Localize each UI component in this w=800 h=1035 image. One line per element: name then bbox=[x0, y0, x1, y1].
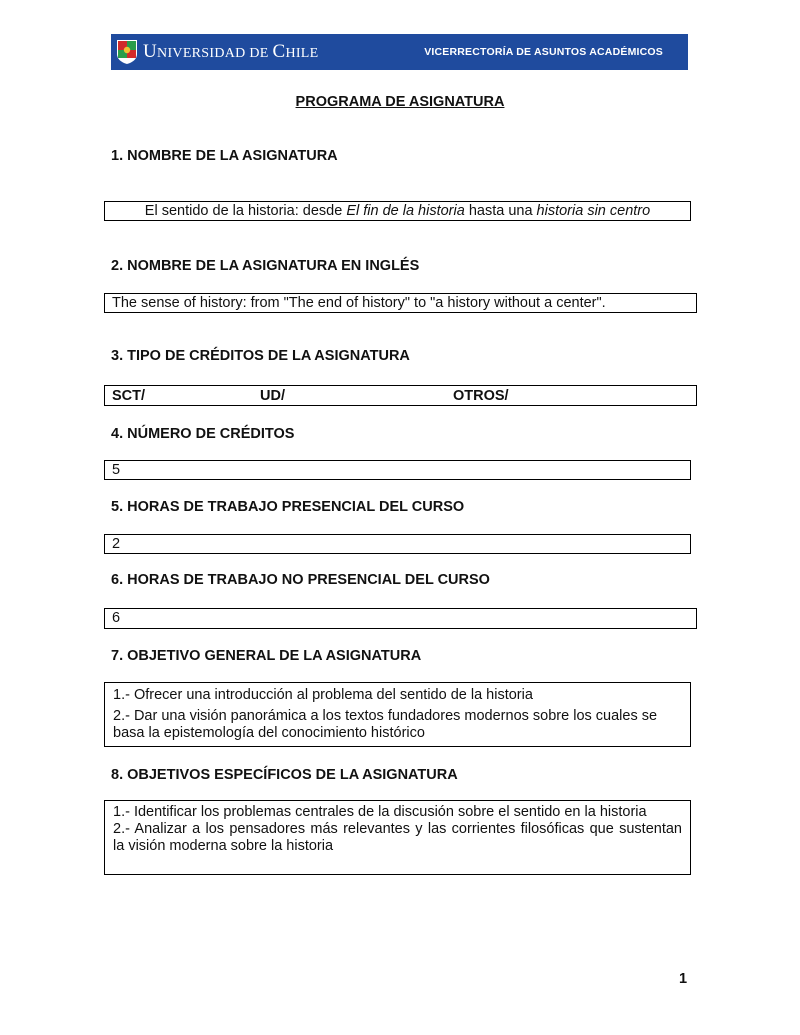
section-heading-5: 5. HORAS DE TRABAJO PRESENCIAL DEL CURSO bbox=[111, 499, 465, 515]
course-name-english-box: The sense of history: from "The end of history" to "a history without a center". bbox=[104, 293, 697, 313]
general-objective-box bbox=[104, 682, 691, 747]
section-heading-7: 7. OBJETIVO GENERAL DE LA ASIGNATURA bbox=[111, 648, 422, 664]
objective-item: 1.- Ofrecer una introducción al problema del sentido de la historia bbox=[113, 687, 533, 703]
university-name: UNIVERSIDAD DE CHILE bbox=[143, 41, 319, 62]
section-heading-6: 6. HORAS DE TRABAJO NO PRESENCIAL DEL CURSO bbox=[111, 572, 490, 588]
university-crest-icon bbox=[116, 39, 138, 65]
credit-count-box: 5 bbox=[104, 460, 691, 480]
section-heading-8: 8. OBJETIVOS ESPECÍFICOS DE LA ASIGNATURA bbox=[111, 767, 458, 783]
objective-item: 2.- Analizar a los pensadores más relevantes y las corrientes filosóficas que sustentan la visión moderna sobre la historia bbox=[113, 821, 682, 854]
objective-item: 1.- Identificar los problemas centrales de la discusión sobre el sentido en la historia bbox=[113, 804, 647, 820]
page-number: 1 bbox=[679, 971, 688, 987]
non-contact-hours-box: 6 bbox=[104, 608, 697, 629]
credit-type-box bbox=[104, 385, 697, 406]
contact-hours-box: 2 bbox=[104, 534, 691, 554]
credit-type-otros: OTROS/ bbox=[453, 388, 509, 404]
page-title: PROGRAMA DE ASIGNATURA bbox=[295, 94, 505, 110]
specific-objectives-box bbox=[104, 800, 691, 875]
section-heading-3: 3. TIPO DE CRÉDITOS DE LA ASIGNATURA bbox=[111, 348, 410, 364]
vicerrectoria-label: VICERRECTORÍA DE ASUNTOS ACADÉMICOS bbox=[424, 46, 663, 58]
section-heading-4: 4. NÚMERO DE CRÉDITOS bbox=[111, 426, 295, 442]
section-heading-2: 2. NOMBRE DE LA ASIGNATURA EN INGLÉS bbox=[111, 258, 420, 274]
section-heading-1: 1. NOMBRE DE LA ASIGNATURA bbox=[111, 148, 338, 164]
credit-type-sct: SCT/ bbox=[112, 388, 146, 404]
header-banner bbox=[111, 34, 688, 70]
course-name-box: El sentido de la historia: desde El fin de la historia hasta una historia sin centro bbox=[104, 201, 691, 221]
objective-item: 2.- Dar una visión panorámica a los textos fundadores modernos sobre los cuales se basa la epistemología del conocimiento histórico bbox=[113, 708, 658, 741]
credit-type-ud: UD/ bbox=[260, 388, 285, 404]
